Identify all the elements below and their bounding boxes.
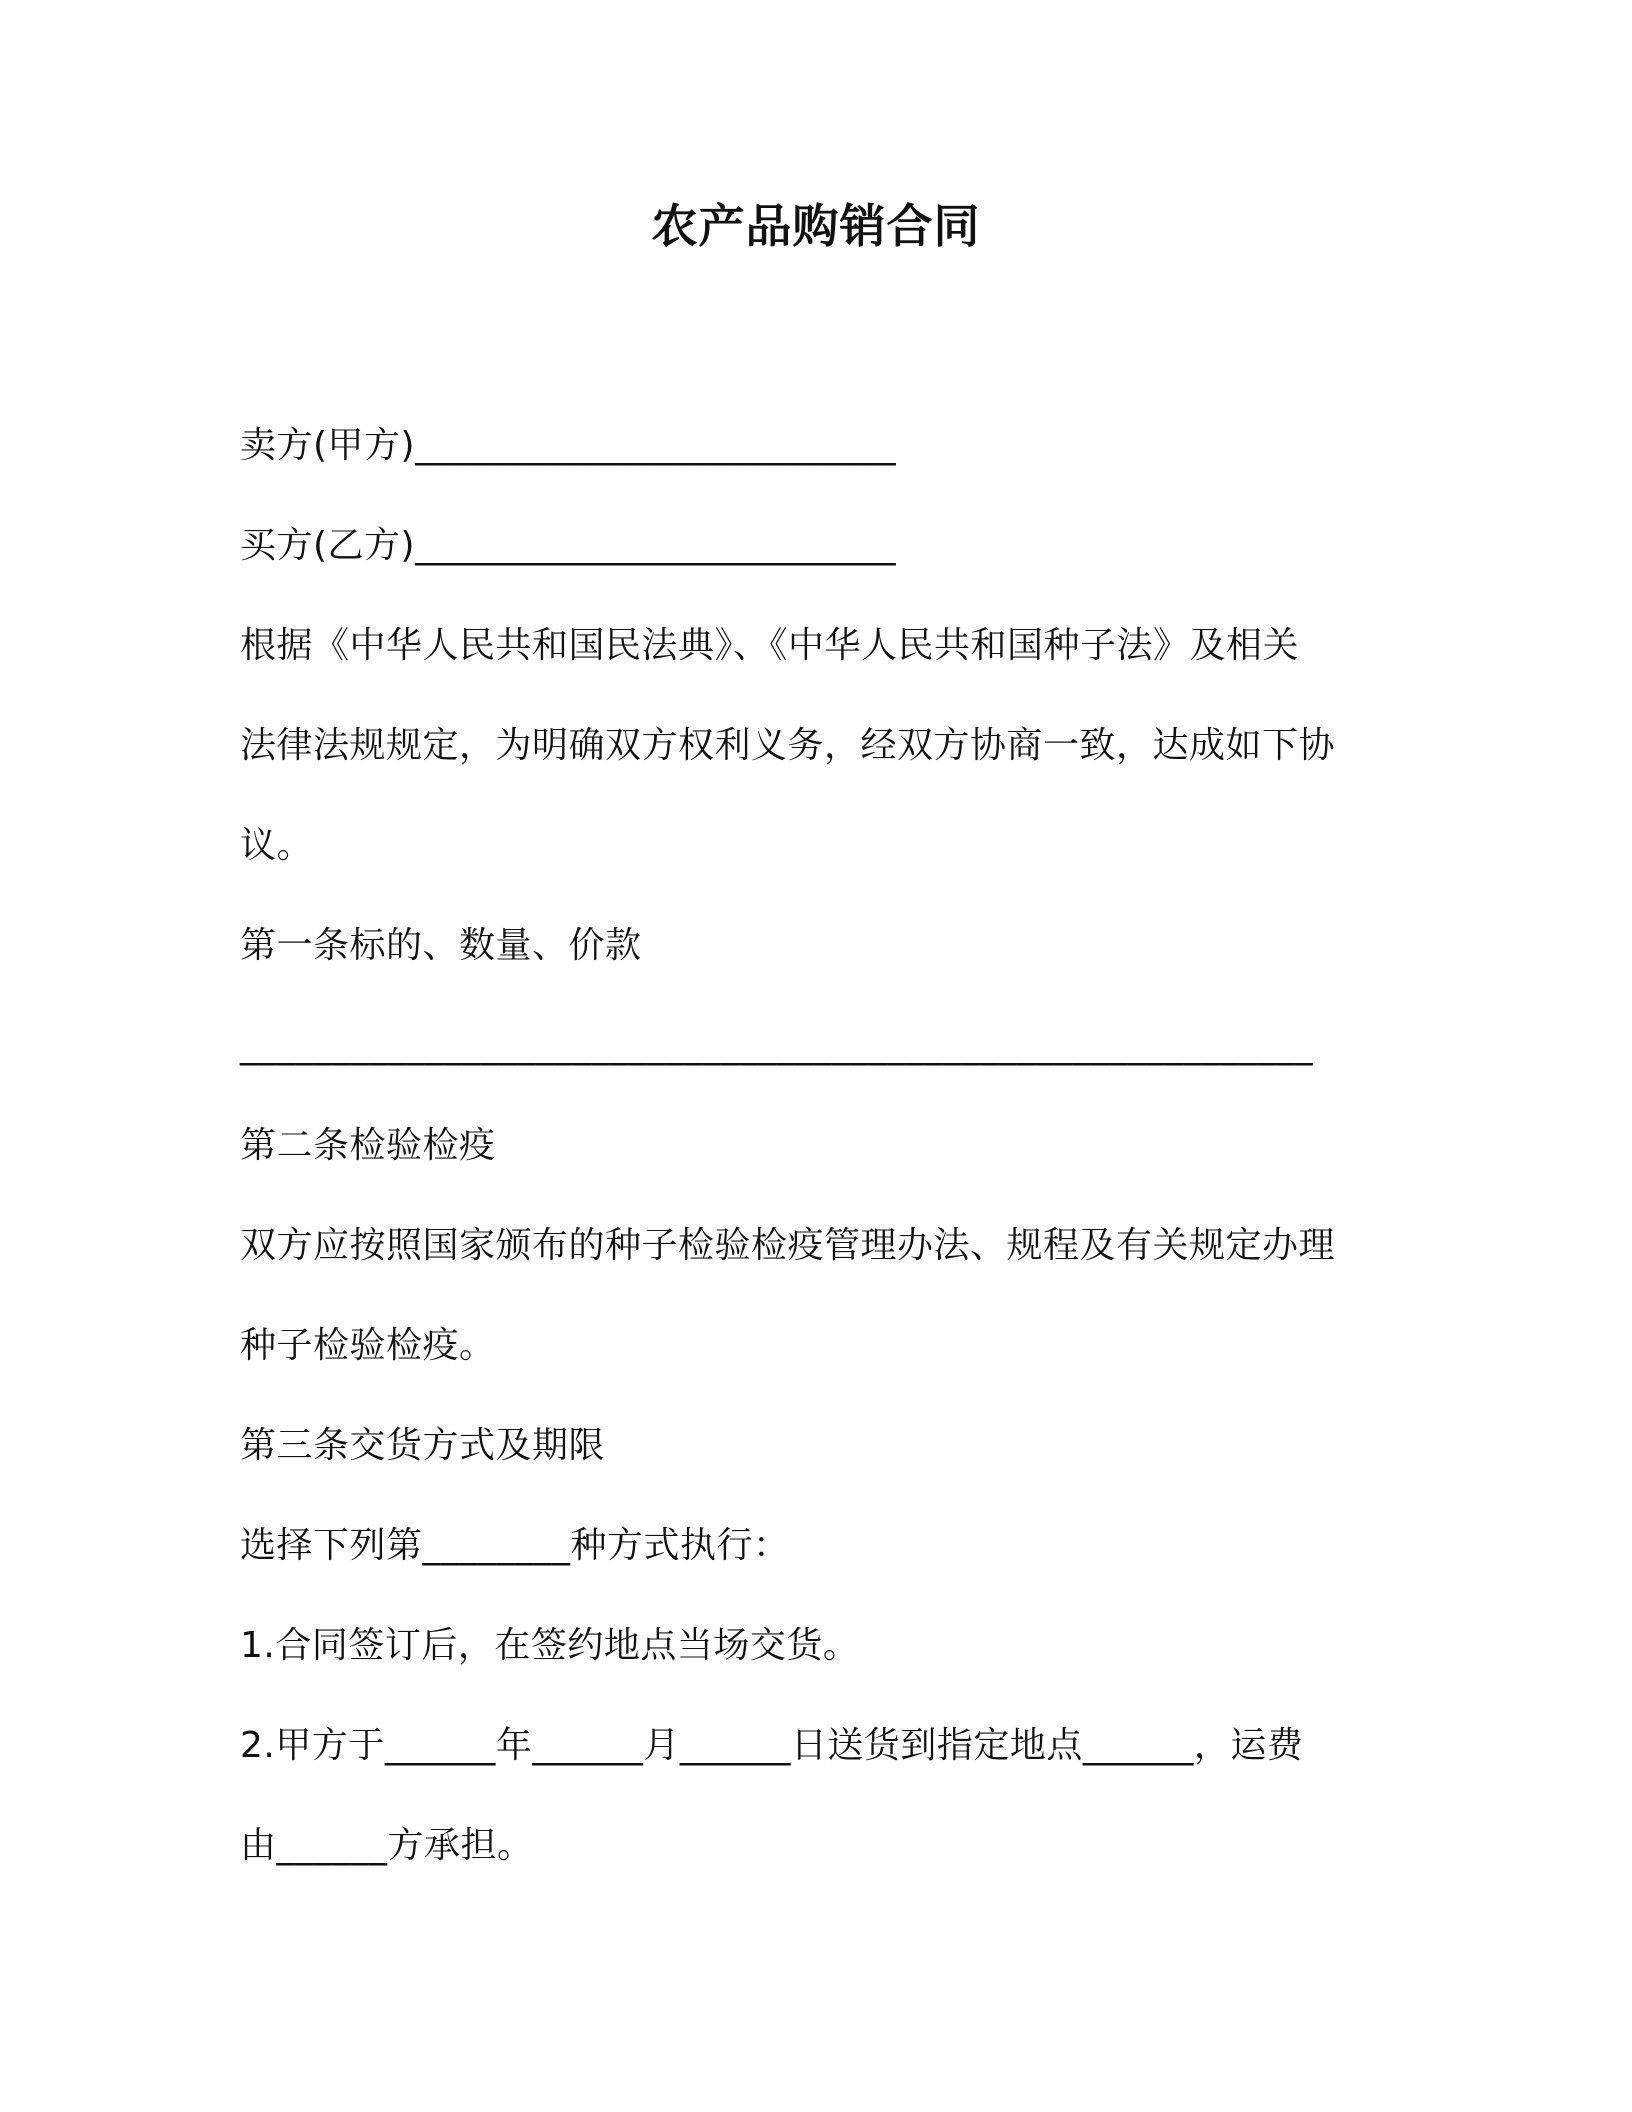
- article-2-text-line-1: 双方应按照国家颁布的种子检验检疫管理办法、规程及有关规定办理: [240, 1225, 1336, 1266]
- seller-line: 卖方(甲方)__________________________: [240, 425, 897, 466]
- article-3-option-2-line-1: 2.甲方于______年______月______日送货到指定地点______，运费: [240, 1725, 1304, 1766]
- article-3-heading: 第三条交货方式及期限: [240, 1425, 606, 1466]
- article-3-choice-line: 选择下列第________种方式执行：: [240, 1525, 790, 1566]
- preamble-line-3: 议。: [240, 825, 314, 866]
- article-1-blank-line: __________________________________________________________: [240, 1025, 1313, 1066]
- document-title: 农产品购销合同: [651, 199, 981, 253]
- preamble-line-1: 根据《中华人民共和国民法典》、《中华人民共和国种子法》及相关: [240, 625, 1300, 666]
- article-3-option-1: 1.合同签订后，在签约地点当场交货。: [240, 1625, 860, 1666]
- article-3-option-2-line-2: 由______方承担。: [240, 1825, 534, 1866]
- article-2-heading: 第二条检验检疫: [240, 1125, 496, 1166]
- article-2-text-line-2: 种子检验检疫。: [240, 1325, 496, 1366]
- preamble-line-2: 法律法规规定，为明确双方权利义务，经双方协商一致，达成如下协: [240, 725, 1336, 766]
- buyer-line: 买方(乙方)__________________________: [240, 525, 897, 566]
- article-1-heading: 第一条标的、数量、价款: [240, 925, 642, 966]
